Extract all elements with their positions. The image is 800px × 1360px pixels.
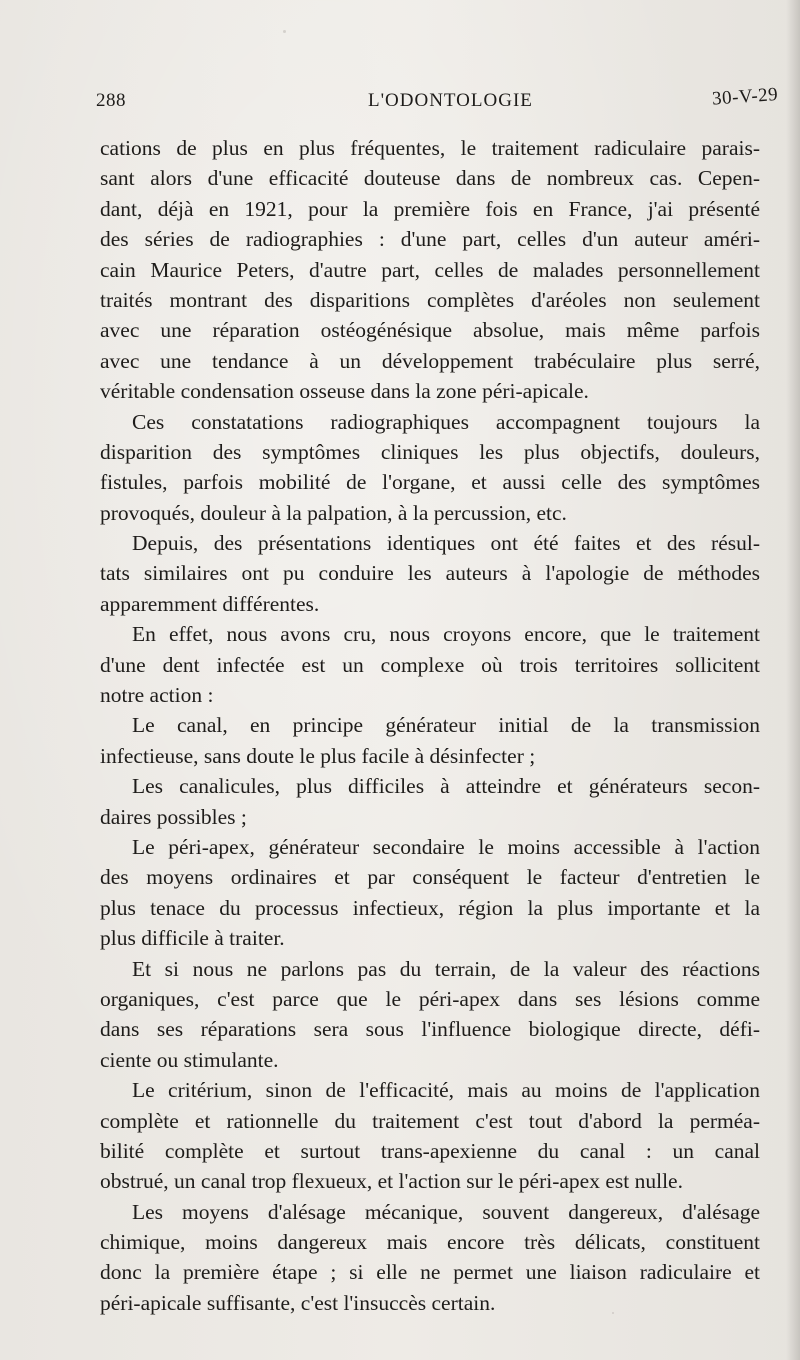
text-line: donc la première étape ; si elle ne permet une liaison radiculaire et	[100, 1260, 760, 1285]
text-line: avec une tendance à un développement trabéculaire plus serré,	[100, 348, 760, 373]
text-line: véritable condensation osseuse dans la zone péri-apicale.	[100, 379, 589, 404]
text-line: dant, déjà en 1921, pour la première fois en France, j'ai présenté	[100, 196, 760, 221]
text-line: bilité complète et surtout trans-apexienne du canal : un canal	[100, 1138, 760, 1163]
text-line: plus tenace du processus infectieux, région la plus importante et la	[100, 895, 760, 920]
text-line: Depuis, des présentations identiques ont été faites et des résul-	[132, 531, 760, 556]
text-line: tats similaires ont pu conduire les auteurs à l'apologie de méthodes	[100, 561, 760, 586]
text-line: Les canalicules, plus difficiles à atteindre et générateurs secon-	[132, 774, 760, 799]
text-line: obstrué, un canal trop flexueux, et l'action sur le péri-apex est nulle.	[100, 1169, 683, 1194]
text-line: Le canal, en principe générateur initial de la transmission	[132, 713, 760, 738]
body-text	[100, 133, 760, 1318]
text-line: Ces constatations radiographiques accompagnent toujours la	[132, 409, 760, 434]
text-line: infectieuse, sans doute le plus facile à désinfecter ;	[100, 743, 536, 768]
paper-speck	[612, 1312, 614, 1314]
text-line: complète et rationnelle du traitement c'est tout d'abord la perméa-	[100, 1108, 760, 1133]
text-line: notre action :	[100, 683, 214, 708]
text-line: ciente ou stimulante.	[100, 1047, 279, 1072]
text-line: Le péri-apex, générateur secondaire le moins accessible à l'action	[132, 834, 760, 859]
text-line: péri-apicale suffisante, c'est l'insuccès certain.	[100, 1290, 496, 1315]
text-line: apparemment différentes.	[100, 591, 320, 616]
text-line: sant alors d'une efficacité douteuse dans de nombreux cas. Cepen-	[100, 166, 760, 191]
text-line: plus difficile à traiter.	[100, 926, 285, 951]
text-line: organiques, c'est parce que le péri-apex dans ses lésions comme	[100, 986, 760, 1011]
page-number: 288	[96, 90, 126, 111]
text-line: chimique, moins dangereux mais encore très délicats, constituent	[100, 1230, 760, 1255]
text-line: cain Maurice Peters, d'autre part, celles de malades personnellement	[100, 257, 760, 282]
text-line: avec une réparation ostéogénésique absolue, mais même parfois	[100, 318, 760, 343]
text-line: des moyens ordinaires et par conséquent le facteur d'entretien le	[100, 865, 760, 890]
text-line: fistules, parfois mobilité de l'organe, et aussi celle des symptômes	[100, 470, 760, 495]
text-line: Les moyens d'alésage mécanique, souvent dangereux, d'alésage	[132, 1199, 760, 1224]
text-line: cations de plus en plus fréquentes, le traitement radiculaire parais-	[100, 136, 760, 160]
text-line: des séries de radiographies : d'une part, celles d'un auteur améri-	[100, 227, 760, 252]
text-line: Et si nous ne parlons pas du terrain, de la valeur des réactions	[132, 956, 760, 981]
paper-speck	[283, 30, 286, 33]
running-title: L'ODONTOLOGIE	[368, 90, 533, 111]
text-line: traités montrant des disparitions complètes d'aréoles non seulement	[100, 287, 760, 312]
text-line: d'une dent infectée est un complexe où trois territoires sollicitent	[100, 652, 760, 677]
text-line: Le critérium, sinon de l'efficacité, mais au moins de l'application	[132, 1078, 760, 1103]
page-edge-shadow	[786, 0, 800, 1360]
text-line: provoqués, douleur à la palpation, à la percussion, etc.	[100, 500, 567, 525]
running-header	[96, 84, 786, 116]
issue-date: 30-V-29	[711, 84, 779, 110]
text-line: En effet, nous avons cru, nous croyons encore, que le traitement	[132, 622, 760, 647]
text-line: disparition des symptômes cliniques les plus objectifs, douleurs,	[100, 439, 760, 464]
text-line: dans ses réparations sera sous l'influence biologique directe, défi-	[100, 1017, 760, 1042]
text-line: daires possibles ;	[100, 804, 247, 829]
